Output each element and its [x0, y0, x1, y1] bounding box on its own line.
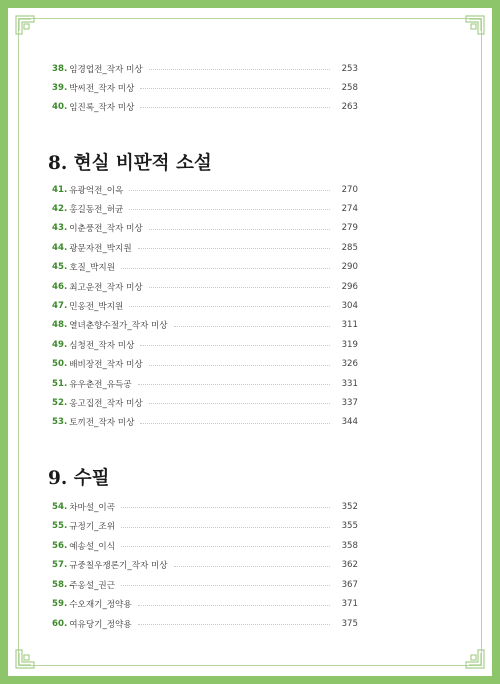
toc-entry[interactable] — [52, 536, 358, 555]
entry-number: 45. — [52, 262, 68, 273]
leader-dots — [138, 624, 330, 625]
entry-title: 호질_박지원 — [69, 263, 116, 274]
toc-entry[interactable] — [52, 277, 358, 296]
entry-title: 예송설_이식 — [69, 541, 116, 552]
entry-number: 56. — [52, 540, 68, 551]
entry-number: 39. — [52, 82, 68, 93]
entry-number: 42. — [52, 203, 68, 214]
entry-number: 50. — [52, 359, 68, 370]
corner-ornament-icon — [14, 14, 36, 36]
entry-title: 이춘풍전_작자 미상 — [69, 224, 143, 235]
leader-dots — [174, 566, 330, 567]
entry-title: 박씨전_작자 미상 — [69, 83, 135, 94]
entry-title: 최고운전_작자 미상 — [69, 282, 143, 293]
entry-number: 53. — [52, 417, 68, 428]
entry-number: 46. — [52, 281, 68, 292]
toc-entry[interactable] — [52, 199, 358, 218]
leader-dots — [149, 229, 330, 230]
entry-title: 홍길동전_허균 — [69, 204, 124, 215]
entry-page: 371 — [341, 599, 358, 609]
entry-page: 263 — [341, 101, 358, 112]
toc-entry[interactable] — [52, 575, 358, 594]
leader-dots — [121, 527, 330, 528]
toc-entry[interactable] — [52, 413, 358, 432]
toc-entry[interactable] — [52, 556, 358, 575]
leader-dots — [121, 585, 330, 586]
section-heading: 9. 수필 — [48, 468, 110, 489]
leader-dots — [140, 88, 330, 89]
entry-page: 258 — [341, 82, 358, 93]
entry-page: 279 — [341, 223, 358, 234]
entry-page: 375 — [341, 618, 358, 629]
toc-entry[interactable] — [52, 355, 358, 374]
leader-dots — [121, 268, 330, 269]
entry-title: 옹고집전_작자 미상 — [69, 398, 143, 409]
toc-entry[interactable] — [52, 393, 358, 412]
entry-title: 심청전_작자 미상 — [69, 340, 135, 351]
entry-number: 57. — [52, 560, 68, 570]
toc-entry[interactable] — [52, 316, 358, 335]
entry-title: 규중칠우쟁론기_작자 미상 — [69, 561, 168, 571]
leader-dots — [140, 345, 330, 346]
leader-dots — [138, 248, 330, 249]
toc-entry[interactable] — [52, 59, 358, 78]
leader-dots — [121, 546, 330, 547]
entry-page: 355 — [341, 521, 358, 531]
toc-entry[interactable] — [52, 180, 358, 199]
entry-page: 352 — [341, 501, 358, 512]
entry-page: 362 — [341, 560, 358, 570]
corner-ornament-icon — [464, 14, 486, 36]
entry-title: 민옹전_박지원 — [69, 301, 124, 312]
corner-ornament-icon — [464, 648, 486, 670]
toc-entry[interactable] — [52, 78, 358, 97]
entry-page: 344 — [341, 417, 358, 428]
toc-entry[interactable] — [52, 517, 358, 536]
entry-title: 토끼전_작자 미상 — [69, 418, 135, 429]
toc-entry[interactable] — [52, 97, 358, 116]
entry-number: 55. — [52, 521, 68, 531]
leader-dots — [149, 69, 330, 70]
section-heading: 8. 현실 비판적 소설 — [48, 153, 212, 174]
entry-page: 311 — [341, 320, 358, 331]
leader-dots — [138, 605, 330, 606]
entry-page: 274 — [341, 203, 358, 214]
toc-entry[interactable] — [52, 374, 358, 393]
entry-page: 285 — [341, 242, 358, 253]
entry-title: 유우춘전_유득공 — [69, 379, 132, 390]
entry-number: 41. — [52, 184, 68, 195]
entry-title: 임진록_작자 미상 — [69, 102, 135, 113]
entry-number: 51. — [52, 378, 68, 389]
toc-entry[interactable] — [52, 238, 358, 257]
toc-entry[interactable] — [52, 296, 358, 315]
leader-dots — [138, 384, 330, 385]
page — [8, 8, 492, 676]
entry-page: 367 — [341, 579, 358, 590]
entry-page: 337 — [341, 397, 358, 408]
entry-number: 38. — [52, 63, 68, 74]
leader-dots — [149, 365, 330, 366]
entry-page: 326 — [341, 359, 358, 370]
entry-page: 270 — [341, 184, 358, 195]
entry-page: 304 — [341, 300, 358, 311]
entry-title: 주옹설_권근 — [69, 580, 116, 591]
entry-number: 52. — [52, 397, 68, 408]
leader-dots — [149, 287, 330, 288]
entry-title: 임경업전_작자 미상 — [69, 64, 143, 75]
entry-number: 54. — [52, 501, 68, 512]
entry-number: 44. — [52, 242, 68, 253]
leader-dots — [129, 190, 330, 191]
entry-title: 열녀춘향수절가_작자 미상 — [69, 321, 168, 332]
leader-dots — [129, 306, 330, 307]
toc-entry[interactable] — [52, 335, 358, 354]
leader-dots — [129, 209, 330, 210]
entry-title: 유광억전_이옥 — [69, 185, 124, 196]
leader-dots — [174, 326, 330, 327]
entry-number: 43. — [52, 223, 68, 234]
entry-page: 319 — [341, 339, 358, 350]
toc-entry[interactable] — [52, 258, 358, 277]
entry-number: 60. — [52, 618, 68, 629]
corner-ornament-icon — [14, 648, 36, 670]
leader-dots — [121, 507, 330, 508]
toc-entry[interactable] — [52, 614, 358, 633]
entry-title: 수오재기_정약용 — [69, 600, 132, 610]
entry-number: 40. — [52, 101, 68, 112]
entry-number: 58. — [52, 579, 68, 590]
toc-entry[interactable] — [52, 219, 358, 238]
entry-number: 59. — [52, 599, 68, 609]
entry-title: 차마설_이곡 — [69, 502, 116, 513]
entry-page: 253 — [341, 63, 358, 74]
leader-dots — [149, 403, 330, 404]
entry-number: 49. — [52, 339, 68, 350]
entry-number: 48. — [52, 320, 68, 331]
leader-dots — [140, 423, 330, 424]
entry-page: 358 — [341, 540, 358, 551]
entry-number: 47. — [52, 300, 68, 311]
entry-page: 331 — [341, 378, 358, 389]
entry-title: 광문자전_박지원 — [69, 243, 132, 254]
entry-title: 규정기_조위 — [69, 522, 116, 532]
leader-dots — [140, 107, 330, 108]
toc-entry[interactable] — [52, 595, 358, 614]
entry-page: 290 — [341, 262, 358, 273]
entry-title: 여유당기_정약용 — [69, 619, 132, 630]
toc-entry[interactable] — [52, 497, 358, 516]
entry-title: 배비장전_작자 미상 — [69, 360, 143, 371]
entry-page: 296 — [341, 281, 358, 292]
